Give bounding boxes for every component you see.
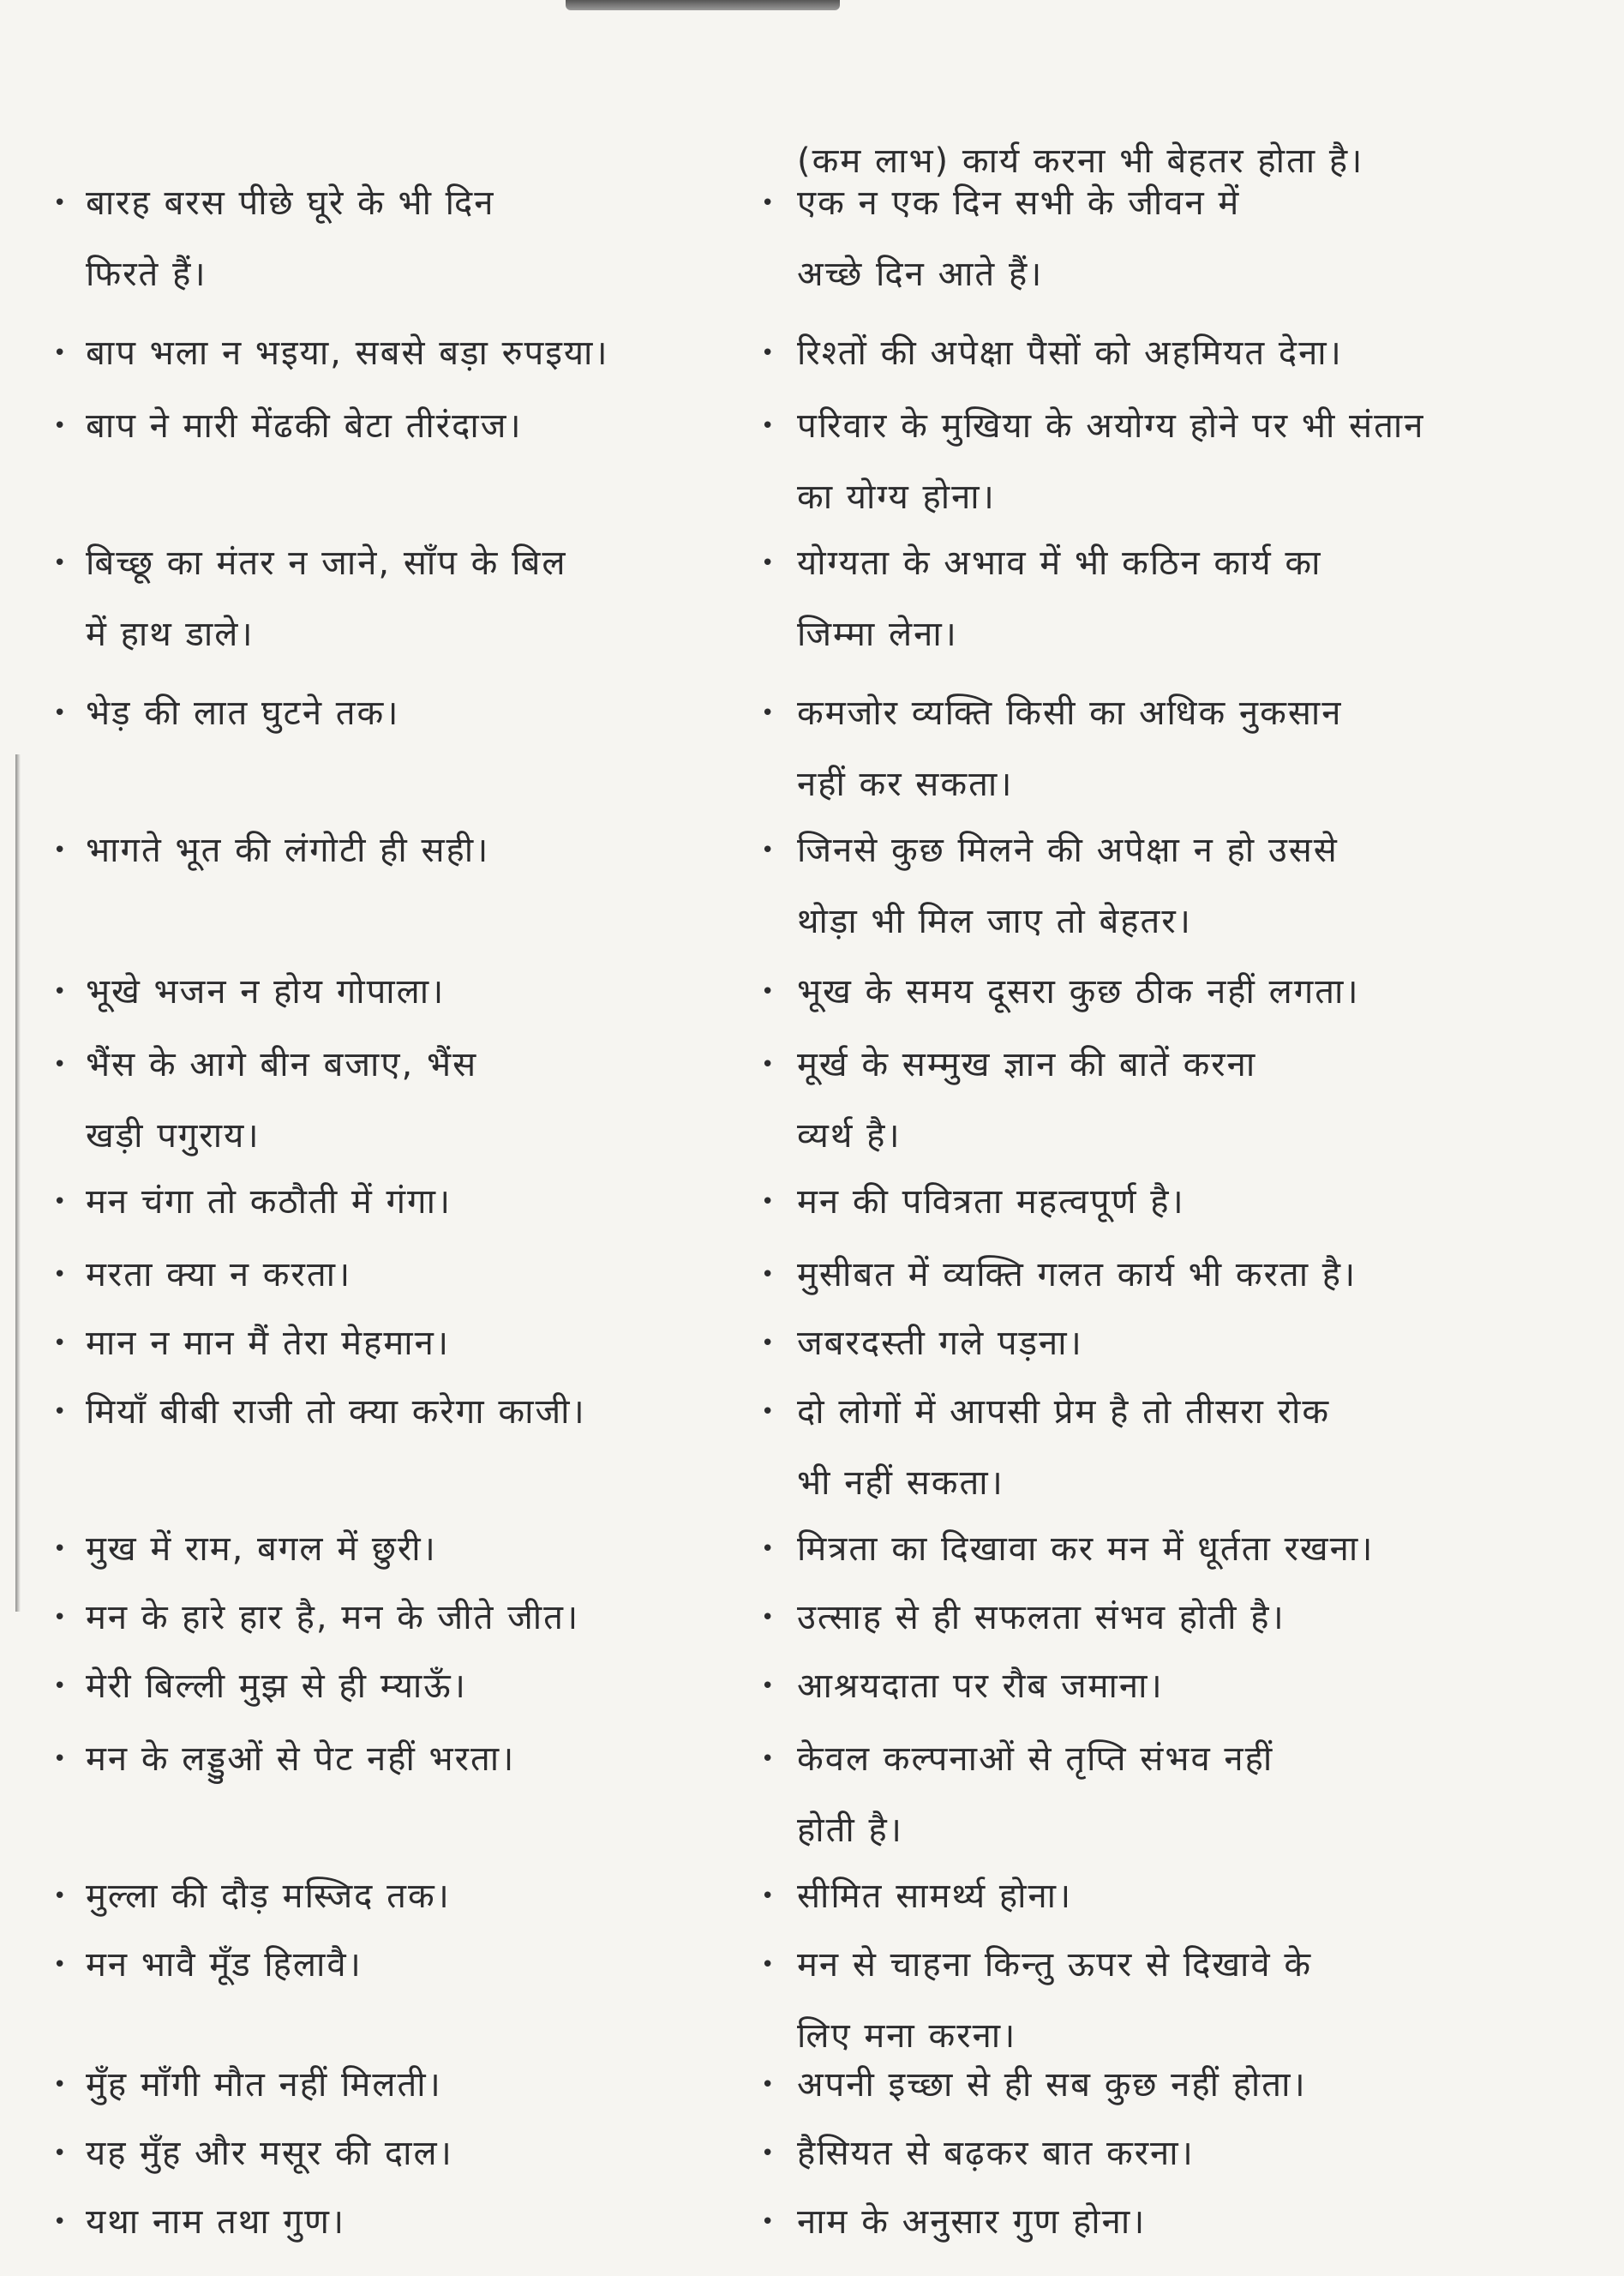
bullet-icon: •	[761, 2208, 776, 2235]
bullet-icon: •	[53, 1261, 69, 1288]
meaning-text: सीमित सामर्थ्य होना।	[797, 1876, 1073, 1916]
meaning-cell	[761, 1308, 1508, 1379]
meaning-text: मन की पवित्रता महत्वपूर्ण है।	[797, 1181, 1185, 1222]
meaning-text: मन से चाहना किन्तु ऊपर से दिखावे के लिए मना करना।	[797, 1944, 1313, 2056]
meaning-cell	[761, 1582, 1508, 1654]
meaning-text: जिनसे कुछ मिलने की अपेक्षा न हो उससे थोड़ा भी मिल जाए तो बेहतर।	[797, 830, 1339, 941]
meaning-cell	[761, 957, 1508, 1028]
bullet-icon: •	[53, 189, 69, 216]
idiom-cell	[53, 1167, 686, 1238]
idiom-text: भैंस के आगे बीन बजाए, भैंस खड़ी पगुराय।	[86, 1044, 478, 1156]
meaning-cell	[761, 1240, 1508, 1311]
bullet-icon: •	[53, 549, 69, 576]
idiom-cell	[53, 1930, 686, 2001]
idiom-text: यह मुँह और मसूर की दाल।	[86, 2133, 453, 2173]
idiom-cell	[53, 1240, 686, 1311]
idiom-text: मियाँ बीबी राजी तो क्या करेगा काजी।	[86, 1391, 586, 1432]
idiom-cell	[53, 1030, 686, 1172]
meaning-cell	[761, 318, 1508, 389]
idiom-text: भेड़ की लात घुटने तक।	[86, 693, 400, 733]
meaning-text: रिश्तों की अपेक्षा पैसों को अहमियत देना।	[797, 333, 1343, 373]
bullet-icon: •	[53, 700, 69, 726]
idiom-cell	[53, 1308, 686, 1379]
idiom-cell	[53, 957, 686, 1028]
bullet-icon: •	[53, 1672, 69, 1699]
bullet-icon: •	[761, 978, 776, 1005]
bullet-icon: •	[761, 837, 776, 863]
idiom-text: मन के लड्डुओं से पेट नहीं भरता।	[86, 1739, 516, 1779]
bullet-icon: •	[53, 412, 69, 439]
meaning-text: केवल कल्पनाओं से तृप्ति संभव नहीं होती है।	[797, 1739, 1274, 1850]
idiom-cell	[53, 318, 686, 389]
idiom-text: बाप भला न भइया, सबसे बड़ा रुपइया।	[86, 333, 609, 373]
bullet-icon: •	[53, 1883, 69, 1909]
bullet-icon: •	[53, 1188, 69, 1215]
meaning-cell	[761, 2187, 1508, 2258]
meaning-text: जबरदस्ती गले पड़ना।	[797, 1323, 1083, 1363]
idiom-text: बारह बरस पीछे घूरे के भी दिन फिरते हैं।	[86, 183, 495, 294]
idiom-cell	[53, 1724, 686, 1795]
bullet-icon: •	[53, 2208, 69, 2235]
meaning-text: मित्रता का दिखावा कर मन में धूर्तता रखना।	[797, 1528, 1375, 1569]
bullet-icon: •	[761, 1883, 776, 1909]
idiom-cell	[53, 168, 686, 310]
bullet-icon: •	[761, 1745, 776, 1772]
meaning-text: योग्यता के अभाव में भी कठिन कार्य का जिम्मा लेना।	[797, 543, 1322, 654]
meaning-text: आश्रयदाता पर रौब जमाना।	[797, 1666, 1164, 1706]
idiom-text: मन के हारे हार है, मन के जीते जीत।	[86, 1597, 580, 1637]
meaning-text: परिवार के मुखिया के अयोग्य होने पर भी संतान का योग्य होना।	[797, 405, 1425, 517]
meaning-cell	[761, 1030, 1508, 1172]
idiom-text: मरता क्या न करता।	[86, 1254, 352, 1294]
continued-meaning-text: (कम लाभ) कार्य करना भी बेहतर होता है।	[797, 141, 1364, 181]
bullet-icon: •	[761, 1672, 776, 1699]
idiom-cell	[53, 1861, 686, 1932]
bullet-icon: •	[761, 412, 776, 439]
bullet-icon: •	[761, 1398, 776, 1425]
meaning-text: एक न एक दिन सभी के जीवन में अच्छे दिन आते हैं।	[797, 183, 1241, 294]
idiom-text: मेरी बिल्ली मुझ से ही म्याऊँ।	[86, 1666, 467, 1706]
meaning-text: भूख के समय दूसरा कुछ ठीक नहीं लगता।	[797, 971, 1360, 1012]
idiom-cell	[53, 815, 686, 886]
bullet-icon: •	[53, 1398, 69, 1425]
meaning-cell	[761, 391, 1508, 533]
bullet-icon: •	[53, 1535, 69, 1562]
bullet-icon: •	[761, 2140, 776, 2166]
bullet-icon: •	[761, 1261, 776, 1288]
meaning-text: अपनी इच्छा से ही सब कुछ नहीं होता।	[797, 2064, 1307, 2105]
idiom-cell	[53, 1651, 686, 1722]
bullet-icon: •	[53, 837, 69, 863]
idiom-text: बाप ने मारी मेंढकी बेटा तीरंदाज।	[86, 405, 523, 446]
idiom-text: यथा नाम तथा गुण।	[86, 2201, 346, 2242]
meaning-cell	[761, 168, 1508, 310]
meaning-cell	[761, 1651, 1508, 1722]
idiom-text: भूखे भजन न होय गोपाला।	[86, 971, 446, 1012]
bullet-icon: •	[761, 1051, 776, 1078]
bullet-icon: •	[53, 2140, 69, 2166]
bullet-icon: •	[761, 1330, 776, 1356]
bullet-icon: •	[761, 549, 776, 576]
bullet-icon: •	[53, 339, 69, 366]
idiom-text: मुल्ला की दौड़ मस्जिद तक।	[86, 1876, 451, 1916]
meaning-cell	[761, 1167, 1508, 1238]
idiom-text: मान न मान मैं तेरा मेहमान।	[86, 1323, 450, 1363]
meaning-text: मुसीबत में व्यक्ति गलत कार्य भी करता है।	[797, 1254, 1357, 1294]
meaning-cell	[761, 678, 1508, 820]
bullet-icon: •	[761, 1188, 776, 1215]
idiom-cell	[53, 1514, 686, 1585]
idiom-cell	[53, 2187, 686, 2258]
idiom-text: मुख में राम, बगल में छुरी।	[86, 1528, 437, 1569]
bullet-icon: •	[53, 2071, 69, 2098]
idiom-cell	[53, 2050, 686, 2121]
bullet-icon: •	[53, 1951, 69, 1978]
idiom-cell	[53, 391, 686, 462]
bullet-icon: •	[761, 339, 776, 366]
meaning-text: हैसियत से बढ़कर बात करना।	[797, 2133, 1195, 2173]
idiom-cell	[53, 678, 686, 749]
meaning-text: मूर्ख के सम्मुख ज्ञान की बातें करना व्यर्थ है।	[797, 1044, 1257, 1156]
bullet-icon: •	[761, 1604, 776, 1630]
meaning-text: नाम के अनुसार गुण होना।	[797, 2201, 1147, 2242]
bullet-icon: •	[53, 1051, 69, 1078]
idiom-cell	[53, 2118, 686, 2189]
idiom-text: भागते भूत की लंगोटी ही सही।	[86, 830, 490, 870]
idiom-cell	[53, 528, 686, 670]
meaning-cell	[761, 528, 1508, 670]
bullet-icon: •	[761, 2071, 776, 2098]
bullet-icon: •	[761, 1535, 776, 1562]
idiom-text: मुँह माँगी मौत नहीं मिलती।	[86, 2064, 442, 2105]
idiom-text: मन चंगा तो कठौती में गंगा।	[86, 1181, 452, 1222]
bullet-icon: •	[53, 978, 69, 1005]
meaning-cell	[761, 1514, 1508, 1585]
meaning-cell	[761, 1377, 1508, 1519]
idiom-cell	[53, 1582, 686, 1654]
bullet-icon: •	[761, 700, 776, 726]
meaning-text: दो लोगों में आपसी प्रेम है तो तीसरा रोक भी नहीं सकता।	[797, 1391, 1331, 1503]
meaning-cell	[761, 2118, 1508, 2189]
bullet-icon: •	[53, 1604, 69, 1630]
bullet-icon: •	[761, 189, 776, 216]
meaning-cell	[761, 1861, 1508, 1932]
bullet-icon: •	[761, 1951, 776, 1978]
bullet-icon: •	[53, 1330, 69, 1356]
idiom-text: मन भावै मूँड हिलावै।	[86, 1944, 363, 1985]
meaning-text: कमजोर व्यक्ति किसी का अधिक नुकसान नहीं कर सकता।	[797, 693, 1343, 804]
meaning-cell	[761, 815, 1508, 958]
bullet-icon: •	[53, 1745, 69, 1772]
meaning-text: उत्साह से ही सफलता संभव होती है।	[797, 1597, 1285, 1637]
meaning-cell	[761, 1724, 1508, 1866]
meaning-cell	[761, 2050, 1508, 2121]
idiom-text: बिच्छू का मंतर न जाने, साँप के बिल में हाथ डाले।	[86, 543, 567, 654]
idiom-cell	[53, 1377, 686, 1448]
